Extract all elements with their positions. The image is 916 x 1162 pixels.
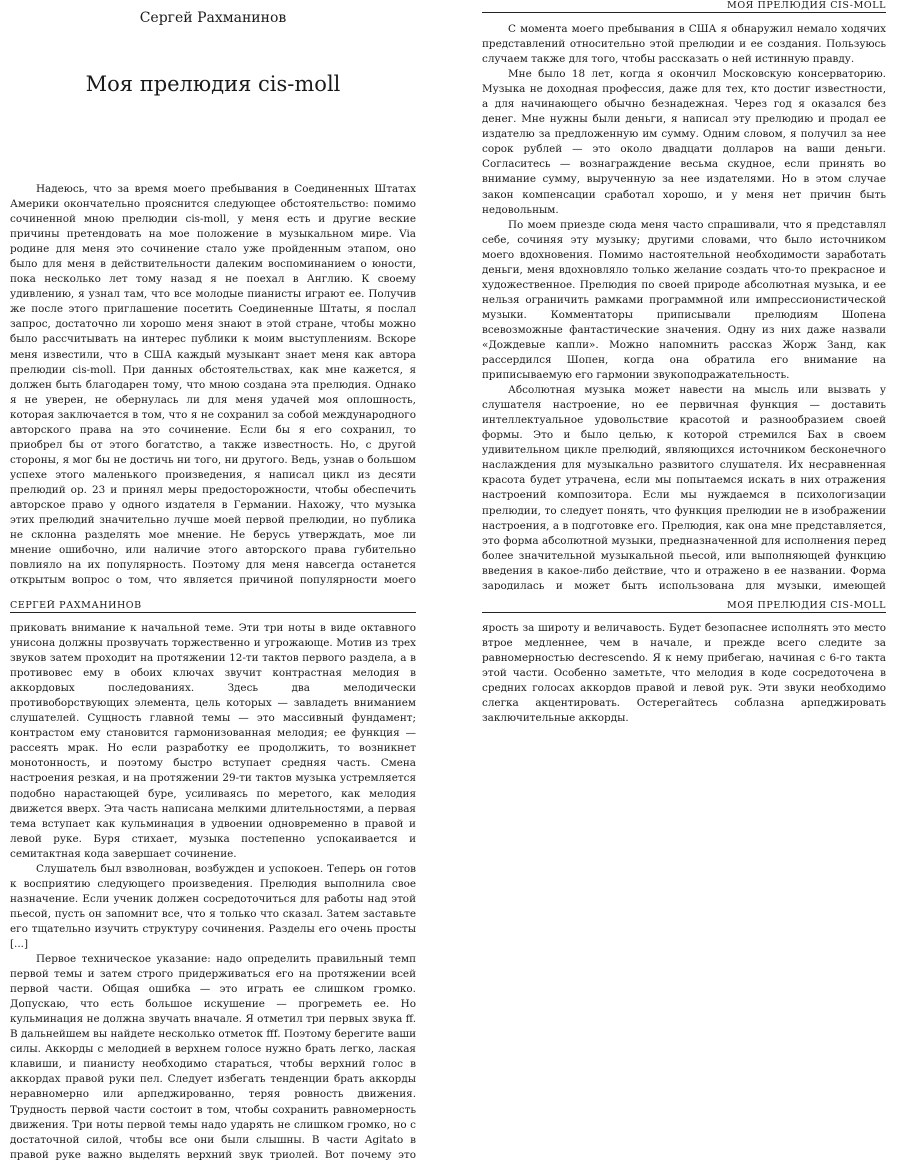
paragraph: По моем приезде сюда меня часто спрашивали, что я представлял себе, сочиняя эту музыку; другими словами, что было источником моего вдохновения. Помимо настоятельной необходимости заработать деньги, меня вдохновляло только желание создать что-то прекрасное и художественное. Прелюдия по своей природе абсолютная музыка, и ее нельзя ограничить рамками программной или импрессионистической музыки. Комментаторы приписывали прелюдиям Шопена всевозможные фантастические значения. Одну из них даже назвали «Дождевые капли». Можно напомнить рассказ Жорж Занд, как рассердился Шопен, когда она обратила его внимание на приписываемую его гармонии звукоподражательность. [482,218,886,382]
paragraph: Абсолютная музыка может навести на мысль или вызвать у слушателя настроение, но ее первичная функция — доставить интеллектуальное удовольствие красотой и разнообразием своей формы. Это и было целью, к которой стремился Бах в своем удивительном цикле прелюдий, являющихся источником бесконечного наслаждения для музыкально развитого слушателя. Их несравненная красота будет утрачена, если мы попытаемся искать в них отражения настроений композитора. Если мы нуждаемся в психологизации прелюдии, то следует понять, что функция прелюдии не в изображении настроения, а в подготовке его. Прелюдия, как она мне представляется, это форма абсолютной музыки, предназначенной для исполнения перед более значительной музыкальной пьесой, или выполняющей функцию введения в какое-либо действие, что и отражено в ее названии. Форма зародилась и может быть использована для музыки, имеющей [482,384,886,590]
paragraph: Первое техническое указание: надо определить правильный темп первой темы и затем строго придерживаться его на протяжении всей первой части. Общая ошибка — это играть ее слишком громко. Допускаю, что есть большое искушение — прогреметь ее. Но кульминация не должна звучать вначале. Я отметил три первых звука ff. В дальнейшем вы найдете несколько отметок fff. Поэтому берегите ваши силы. Аккорды с мелодией в верхнем голосе нужно брать легко, лаская клавиши, и пианисту необходимо стараться, чтобы верхний голос в аккордах правой руки пел. Следует избегать тенденции брать аккорды неравномерно или арпеджированно, теряя ровность движения. Трудность первой части состоит в том, чтобы сохранить равномерность движения. Три ноты первой темы надо ударять не слишком громко, но с достаточной силой, чтобы все они были слышны. В части Agitato в правой руке важно выделять верхний звук триолей. Вот почему это [10,953,416,1161]
page-1-text [10,182,416,590]
paragraph: С момента моего пребывания в США я обнаружил немало ходячих представлений относительно этой прелюдии и ее создания. Пользуюсь случаем также для того, чтобы рассказать о ней истинную правду. [482,23,886,66]
page-4 [482,600,886,1162]
page-2-text [482,22,886,590]
paragraph: Мне было 18 лет, когда я окончил Московскую консерваторию. Музыка не доходная профессия, даже для тех, кто достиг известности, а для начинающего обычно безнадежная. Через год я оказался без денег. Мне нужны были деньги, я написал эту прелюдию и продал ее издателю за предложенную им сумму. Одним словом, я получил за нее сорок рублей — это около двадцати долларов на ваши деньги. Согласитесь — вознаграждение весьма скудное, если принять во внимание сумму, вырученную за нее издателями. Но в этом случае закон компенсации сработал хорошо, и у меня нет причин быть недовольным. [482,68,886,216]
paragraph: приковать внимание к начальной теме. Эти три ноты в виде октавного унисона должны прозвучать торжественно и угрожающе. Мотив из трех звуков затем проходит на протяжении 12-ти тактов первого раздела, а в противовес ему в обоих ключах звучит контрастная мелодия в аккордовых последованиях. Здесь два мелодически противоборствующих элемента, цель которых — завладеть вниманием слушателей. Сущность главной темы — это массивный фундамент; контрастом ему становится гармонизованная мелодия; ее функция — рассеять мрак. Но если разработку ее продолжить, то возникнет монотонность, и поэтому быстро вступает средняя часть. Смена настроения резкая, и на протяжении 29-ти тактов музыка устремляется подобно нарастающей буре, усиливаясь по меретого, как мелодия движется вверх. Эта часть написана мелкими длительностями, а первая тема вступает как кульминация в удвоении одновременно в правой и левой руке. Буря стихает, музыка постепенно успокаивается и семитактная кода завершает сочинение. [10,622,416,860]
article-title: Моя прелюдия cis-moll [85,72,341,96]
paragraph: Надеюсь, что за время моего пребывания в Соединенных Штатах Америки окончательно прояснится следующее обстоятельство: помимо сочиненной мною прелюдии cis-moll, у меня есть и другие веские причины претендовать на мое положение в музыкальном мире. Via родине для меня это сочинение стало уже пройденным этапом, оно было для меня в действительности далеким воспоминанием о юности, пока несколько лет тому назад я не поехал в Англию. К своему удивлению, я узнал там, что все молодые пианисты играют ее. Получив же после этого приглашение посетить Соединенные Штаты, я послал запрос, достаточно ли хорошо меня знают в этой стране, чтобы можно было рассчитывать на интерес публики к моим выступлениям. Вскоре меня известили, что в США каждый музыкант знает меня как автора прелюдии cis-moll. При данных обстоятельствах, как мне кажется, я должен быть благодарен тому, что мною создана эта прелюдия. Однако я не уверен, не обернулась ли для меня удачей моя оплошность, которая заключается в том, что я не сохранил за собой международного авторского права на это сочинение. Если бы я его сохранил, то приобрел бы от этого богатство, а также известность. Но, с другой стороны, я мог бы не достичь ни того, ни другого. Ведь, узнав о большом успехе этого маленького произведения, я написал цикл из десяти прелюдий op. 23 и принял меры предосторожности, чтобы обеспечить авторское право у одного издателя в Германии. Нахожу, что музыка этих прелюдий значительно лучше моей первой прелюдии, но публика не склонна разделять мое мнение. Не берусь утверждать, мое ли мнение ошибочно, или наличие этого авторского права губительно повлияло на их популярность. Поэтому для меня навсегда останется открытым вопрос о том, что является причиной популярности моего [10,183,416,587]
paragraph: Слушатель был взволнован, возбужден и успокоен. Теперь он готов к восприятию следующего произведения. Прелюдия выполнила свое назначение. Если ученик должен сосредоточиться для работы над этой пьесой, пусть он запомнит все, что я только что сказал. Затем заставьте его тщательно изучить структуру сочинения. Разделы его очень просты [...] [10,862,416,950]
paragraph: ярость за широту и величавость. Будет безопаснее исполнять это место втрое медленнее, чем в начале, и прежде всего следите за равномерностью decrescendo. Я к нему прибегаю, начиная с 6-го такта этой части. Особенно заметьте, что мелодия в коде сосредоточена в средних голосах аккордов правой и левой рук. Эти звуки необходимо слегка акцентировать. Остерегайтесь соблазна арпеджировать заключительные аккорды. [482,622,886,725]
running-head: СЕРГЕЙ РАХМАНИНОВ [10,600,416,613]
page-3 [10,600,416,1162]
running-head: МОЯ ПРЕЛЮДИЯ CIS-MOLL [482,600,886,613]
author-name: Сергей Рахманинов [139,10,287,26]
page-1 [10,0,416,590]
page-4-text [482,621,886,726]
page-3-text [10,621,416,1162]
page-2 [482,0,886,590]
running-head: МОЯ ПРЕЛЮДИЯ CIS-MOLL [482,0,886,13]
